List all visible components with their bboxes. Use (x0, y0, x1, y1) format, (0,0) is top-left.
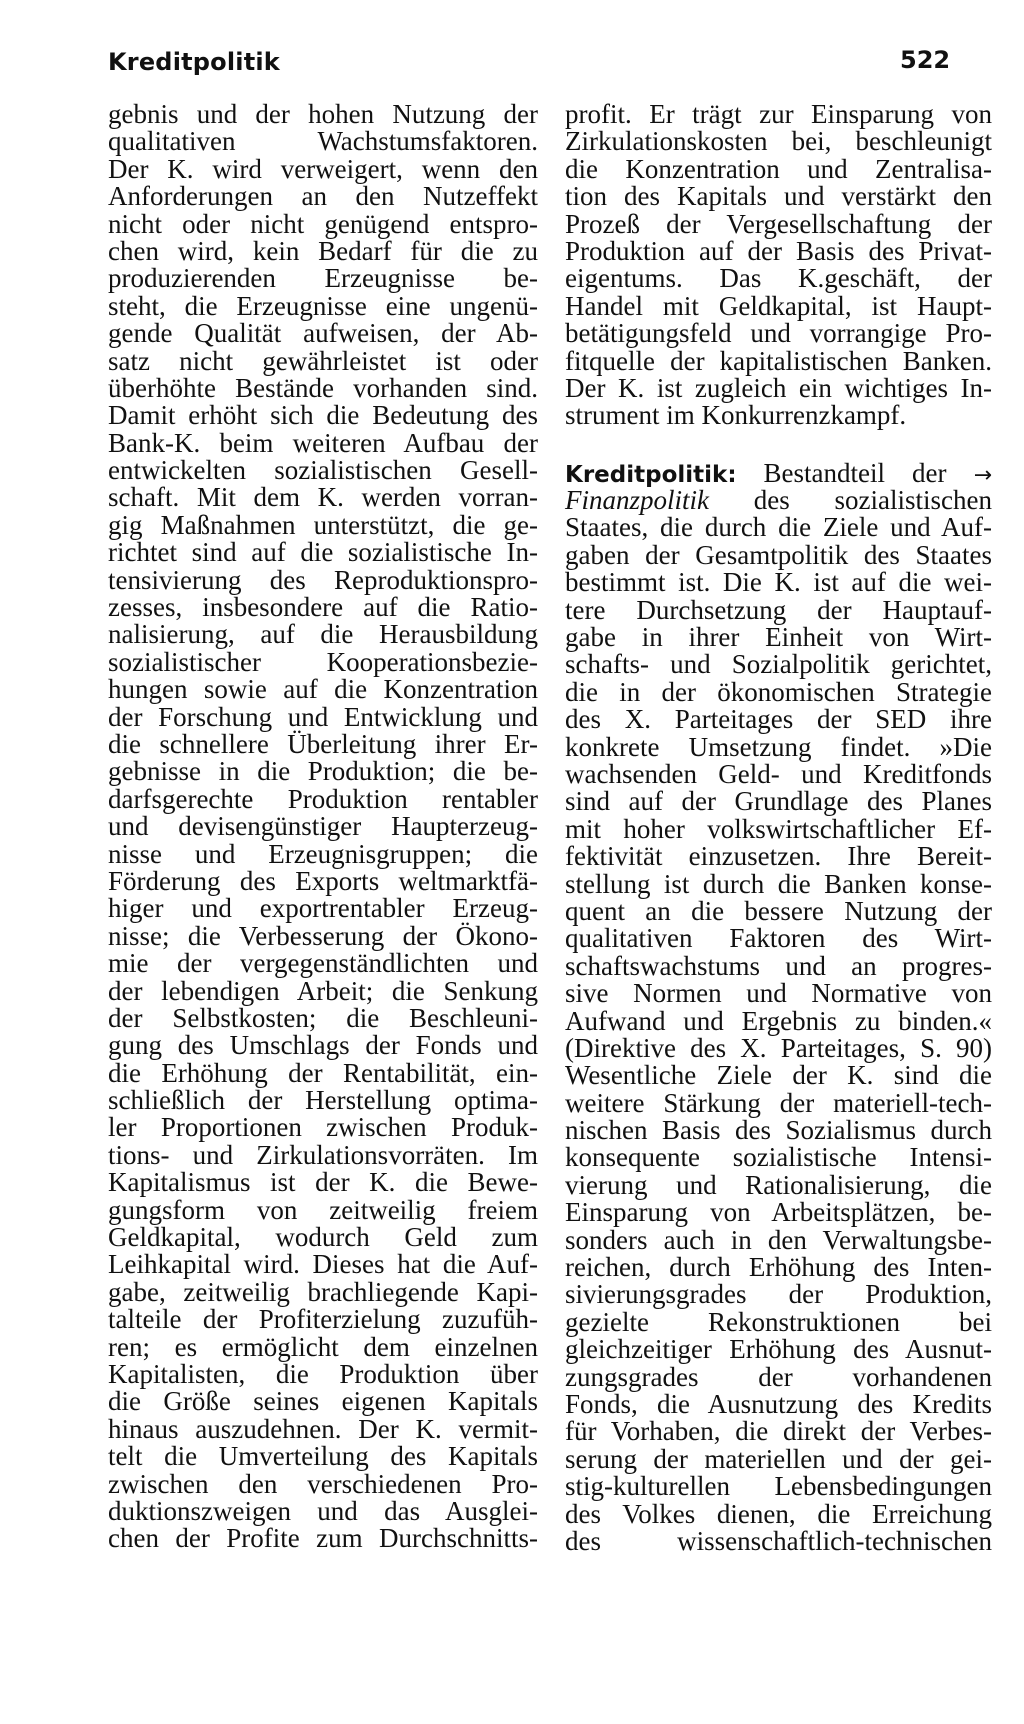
text-line: telt die Umverteilung des Kapitals (108, 1441, 538, 1472)
text-line: nisse; die Verbesserung der Ökono- (108, 920, 538, 951)
text-line: nicht oder nicht genügend entspro- (108, 208, 538, 239)
text-line: qualitativen Wachstumsfaktoren. (108, 126, 538, 157)
entry-second-line-text: des sozialistischen (753, 485, 992, 516)
text-line: wachsenden Geld- und Kreditfonds (565, 758, 992, 789)
text-line: gebnisse in die Produktion; die be- (108, 756, 538, 787)
text-line: konkrete Umsetzung findet. »Die (565, 731, 992, 762)
text-line: der Selbstkosten; die Beschleuni- (108, 1002, 538, 1033)
text-line: zwischen den verschiedenen Pro- (108, 1468, 538, 1499)
text-line: der Forschung und Entwicklung und (108, 701, 538, 732)
text-line: Kapitalismus ist der K. die Bewe- (108, 1167, 538, 1198)
text-line: Produktion auf der Basis des Privat- (565, 235, 992, 266)
text-line: stellung ist durch die Banken konse- (565, 868, 992, 899)
text-line: steht, die Erzeugnisse eine ungenü- (108, 290, 538, 321)
text-line: tensivierung des Reproduktionspro- (108, 564, 538, 595)
text-line: sive Normen und Normative von (565, 978, 992, 1009)
text-line: stig-kulturellen Lebensbedingungen (565, 1471, 992, 1502)
text-line: vierung und Rationalisierung, die (565, 1169, 992, 1200)
text-line: betätigungsfeld und vorrangige Pro- (565, 318, 992, 349)
text-line: darfsgerechte Produktion rentabler (108, 783, 538, 814)
text-line: reichen, durch Erhöhung des Inten- (565, 1252, 992, 1283)
continuation-block (565, 101, 992, 430)
text-line: Fonds, die Ausnutzung des Kredits (565, 1388, 992, 1419)
text-line: gabe, zeitweilig brachliegende Kapi- (108, 1276, 538, 1307)
text-line: higer und exportrentabler Erzeug- (108, 893, 538, 924)
text-line: Damit erhöht sich die Bedeutung des (108, 400, 538, 431)
text-line: ler Proportionen zwischen Produk- (108, 1112, 538, 1143)
entry-gap (565, 430, 992, 460)
text-line: hungen sowie auf die Konzentration (108, 674, 538, 705)
text-line: und devisengünstiger Haupterzeug- (108, 811, 538, 842)
text-line: der lebendigen Arbeit; die Senkung (108, 975, 538, 1006)
crossref-arrow-icon: → (973, 462, 992, 488)
text-line: schaftswachstums und an progres- (565, 950, 992, 981)
text-line: die Erhöhung der Rentabilität, ein- (108, 1057, 538, 1088)
text-line: Einsparung von Arbeitsplätzen, be- (565, 1197, 992, 1228)
page-number: 522 (900, 46, 951, 74)
text-line: sozialistischer Kooperationsbezie- (108, 646, 538, 677)
text-line: fektivität einzusetzen. Ihre Bereit- (565, 841, 992, 872)
crossref-link[interactable]: Finanzpolitik (565, 485, 709, 516)
entry-body (565, 514, 992, 1555)
text-line: schaft. Mit dem K. werden vorran- (108, 482, 538, 513)
text-line: Handel mit Geldkapital, ist Haupt- (565, 290, 992, 321)
text-line: des wissenschaftlich-technischen (565, 1525, 992, 1556)
text-line: nalisierung, auf die Herausbildung (108, 619, 538, 650)
text-line: Förderung des Exports weltmarktfä- (108, 865, 538, 896)
text-line: gig Maßnahmen unterstützt, die ge- (108, 509, 538, 540)
text-line: die schnellere Überleitung ihrer Er- (108, 728, 538, 759)
text-line: des Volkes dienen, die Erreichung (565, 1498, 992, 1529)
right-column (565, 101, 992, 1555)
text-line: Leihkapital wird. Dieses hat die Auf- (108, 1249, 538, 1280)
text-line: sivierungsgrades der Produktion, (565, 1279, 992, 1310)
text-line: gung des Umschlags der Fonds und (108, 1030, 538, 1061)
text-line: mie der vergegenständlichten und (108, 948, 538, 979)
text-line: ren; es ermöglicht dem einzelnen (108, 1331, 538, 1362)
text-line: weitere Stärkung der materiell-tech- (565, 1087, 992, 1118)
text-line: für Vorhaben, die direkt der Verbes- (565, 1416, 992, 1447)
text-line: gabe in ihrer Einheit von Wirt- (565, 622, 992, 653)
text-line: Prozeß der Vergesellschaftung der (565, 208, 992, 239)
text-line: qualitativen Faktoren des Wirt- (565, 923, 992, 954)
text-line: zesses, insbesondere auf die Ratio- (108, 592, 538, 623)
text-line: quent an die bessere Nutzung der (565, 895, 992, 926)
text-line: des X. Parteitages der SED ihre (565, 704, 992, 735)
text-line: eigentums. Das K.geschäft, der (565, 263, 992, 294)
entry-first-line-text: Bestandteil der (763, 457, 947, 488)
text-line: profit. Er trägt zur Einsparung von (565, 99, 992, 129)
text-line: die Konzentration und Zentralisa- (565, 153, 992, 184)
text-line: produzierenden Erzeugnisse be- (108, 263, 538, 294)
text-line: tions- und Zirkulationsvorräten. Im (108, 1139, 538, 1170)
text-line: talteile der Profiterzielung zuzufüh- (108, 1304, 538, 1335)
text-line: tere Durchsetzung der Hauptauf- (565, 594, 992, 625)
text-line: gungsform von zeitweilig freiem (108, 1194, 538, 1225)
text-line: mit hoher volkswirtschaftlicher Ef- (565, 813, 992, 844)
running-head: Kreditpolitik (108, 48, 280, 76)
text-line: Wesentliche Ziele der K. sind die (565, 1060, 992, 1091)
text-line: nischen Basis des Sozialismus durch (565, 1115, 992, 1146)
text-line: Zirkulationskosten bei, beschleunigt (565, 126, 992, 157)
text-line: Der K. wird verweigert, wenn den (108, 153, 538, 184)
text-line: satz nicht gewährleistet ist oder (108, 345, 538, 376)
entry-headword: Kreditpolitik: (565, 461, 737, 488)
text-line: konsequente sozialistische Intensi- (565, 1142, 992, 1173)
text-line: gaben der Gesamtpolitik des Staates (565, 539, 992, 570)
text-line: hinaus auszudehnen. Der K. vermit- (108, 1413, 538, 1444)
text-line: sind auf der Grundlage des Planes (565, 786, 992, 817)
entry-kreditpolitik (565, 457, 992, 1556)
left-column (108, 101, 538, 1553)
text-line: Geldkapital, wodurch Geld zum (108, 1222, 538, 1253)
text-line: bestimmt ist. Die K. ist auf die wei- (565, 567, 992, 598)
text-line: die Größe seines eigenen Kapitals (108, 1386, 538, 1417)
text-line: tion des Kapitals und verstärkt den (565, 181, 992, 212)
text-line: nisse und Erzeugnisgruppen; die (108, 838, 538, 869)
text-line: gleichzeitiger Erhöhung des Ausnut- (565, 1334, 992, 1365)
text-line: strument im Konkurrenzkampf. (565, 400, 907, 431)
text-line: richtet sind auf die sozialistische In- (108, 537, 538, 568)
text-line: fitquelle der kapitalistischen Banken. (565, 345, 992, 376)
text-line: Der K. ist zugleich ein wichtiges In- (565, 372, 992, 403)
text-line: Anforderungen an den Nutzeffekt (108, 181, 538, 212)
text-line: zungsgrades der vorhandenen (565, 1361, 992, 1392)
text-line: serung der materiellen und der gei- (565, 1443, 992, 1474)
text-line: gende Qualität aufweisen, der Ab- (108, 318, 538, 349)
text-line: chen wird, kein Bedarf für die zu (108, 235, 538, 266)
text-line: entwickelten sozialistischen Gesell- (108, 455, 538, 486)
text-line: duktionszweigen und das Ausglei- (108, 1495, 538, 1526)
text-line: überhöhte Bestände vorhanden sind. (108, 372, 538, 403)
text-line: schafts- und Sozialpolitik gerichtet, (565, 649, 992, 680)
text-line: Staates, die durch die Ziele und Auf- (565, 512, 992, 543)
text-line: gebnis und der hohen Nutzung der (108, 99, 538, 129)
text-line: schließlich der Herstellung optima- (108, 1085, 538, 1116)
text-line: gezielte Rekonstruktionen bei (565, 1306, 992, 1337)
text-line: (Direktive des X. Parteitages, S. 90) (565, 1032, 992, 1063)
text-line: sonders auch in den Verwaltungsbe- (565, 1224, 992, 1255)
entry-second-line (565, 487, 992, 514)
text-line: Kapitalisten, die Produktion über (108, 1358, 538, 1389)
text-line: Aufwand und Ergebnis zu binden.« (565, 1005, 992, 1036)
text-line: die in der ökonomischen Strategie (565, 676, 992, 707)
entry-first-line (565, 457, 992, 488)
text-line: Bank-K. beim weiteren Aufbau der (108, 427, 538, 458)
text-line: chen der Profite zum Durchschnitts- (108, 1523, 538, 1554)
